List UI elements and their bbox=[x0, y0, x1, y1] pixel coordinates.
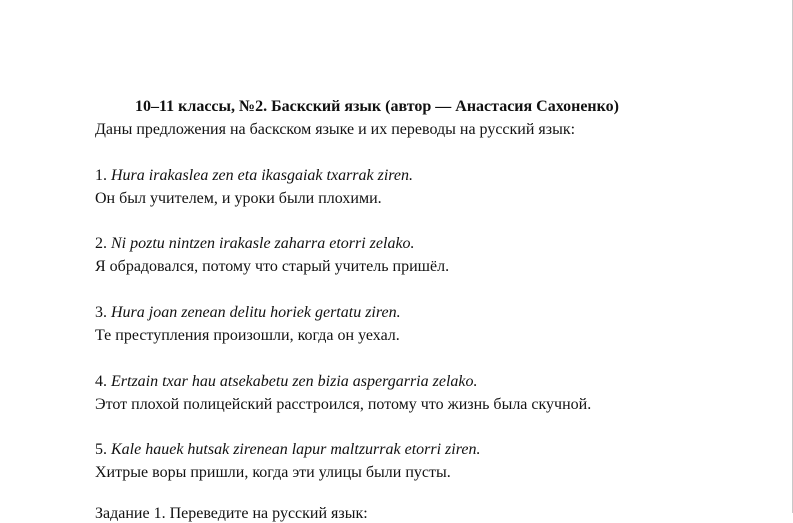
basque-text: Hura irakaslea zen eta ikasgaiak txarrak ziren. bbox=[111, 167, 414, 184]
sentence-number: 3. bbox=[95, 304, 107, 321]
sentence-5-russian: Хитрые воры пришли, когда эти улицы были пусты. bbox=[95, 464, 451, 481]
sentence-number: 2. bbox=[95, 235, 107, 252]
sentence-4-russian: Этот плохой полицейский расстроился, потому что жизнь была скучной. bbox=[95, 396, 592, 413]
basque-text: Ni poztu nintzen irakasle zaharra etorri zelako. bbox=[111, 235, 415, 252]
basque-text: Kale hauek hutsak zirenean lapur maltzurrak etorri ziren. bbox=[111, 441, 481, 458]
sentence-2-basque bbox=[95, 233, 415, 255]
sentence-number: 5. bbox=[95, 441, 107, 458]
sentence-3-russian: Те преступления произошли, когда он уехал. bbox=[95, 327, 400, 344]
next-task-text: Задание 1. Переведите на русский язык: bbox=[95, 505, 368, 522]
next-task-clipped bbox=[95, 505, 368, 522]
problem-title: 10–11 классы, №2. Баскский язык (автор — Анастасия Сахоненко) bbox=[135, 98, 619, 115]
intro-text: Даны предложения на баскском языке и их переводы на русский язык: bbox=[95, 121, 576, 138]
basque-text: Ertzain txar hau atsekabetu zen bizia aspergarria zelako. bbox=[111, 373, 478, 390]
sentence-4-basque bbox=[95, 371, 478, 393]
sentence-1-basque bbox=[95, 165, 413, 187]
sentence-3-basque bbox=[95, 302, 401, 324]
sentence-2-russian: Я обрадовался, потому что старый учитель пришёл. bbox=[95, 258, 450, 275]
sentence-number: 1. bbox=[95, 167, 107, 184]
basque-text: Hura joan zenean delitu horiek gertatu ziren. bbox=[111, 304, 401, 321]
sentence-1-russian: Он был учителем, и уроки были плохими. bbox=[95, 190, 382, 207]
sentence-5-basque bbox=[95, 439, 480, 461]
sentence-number: 4. bbox=[95, 373, 107, 390]
